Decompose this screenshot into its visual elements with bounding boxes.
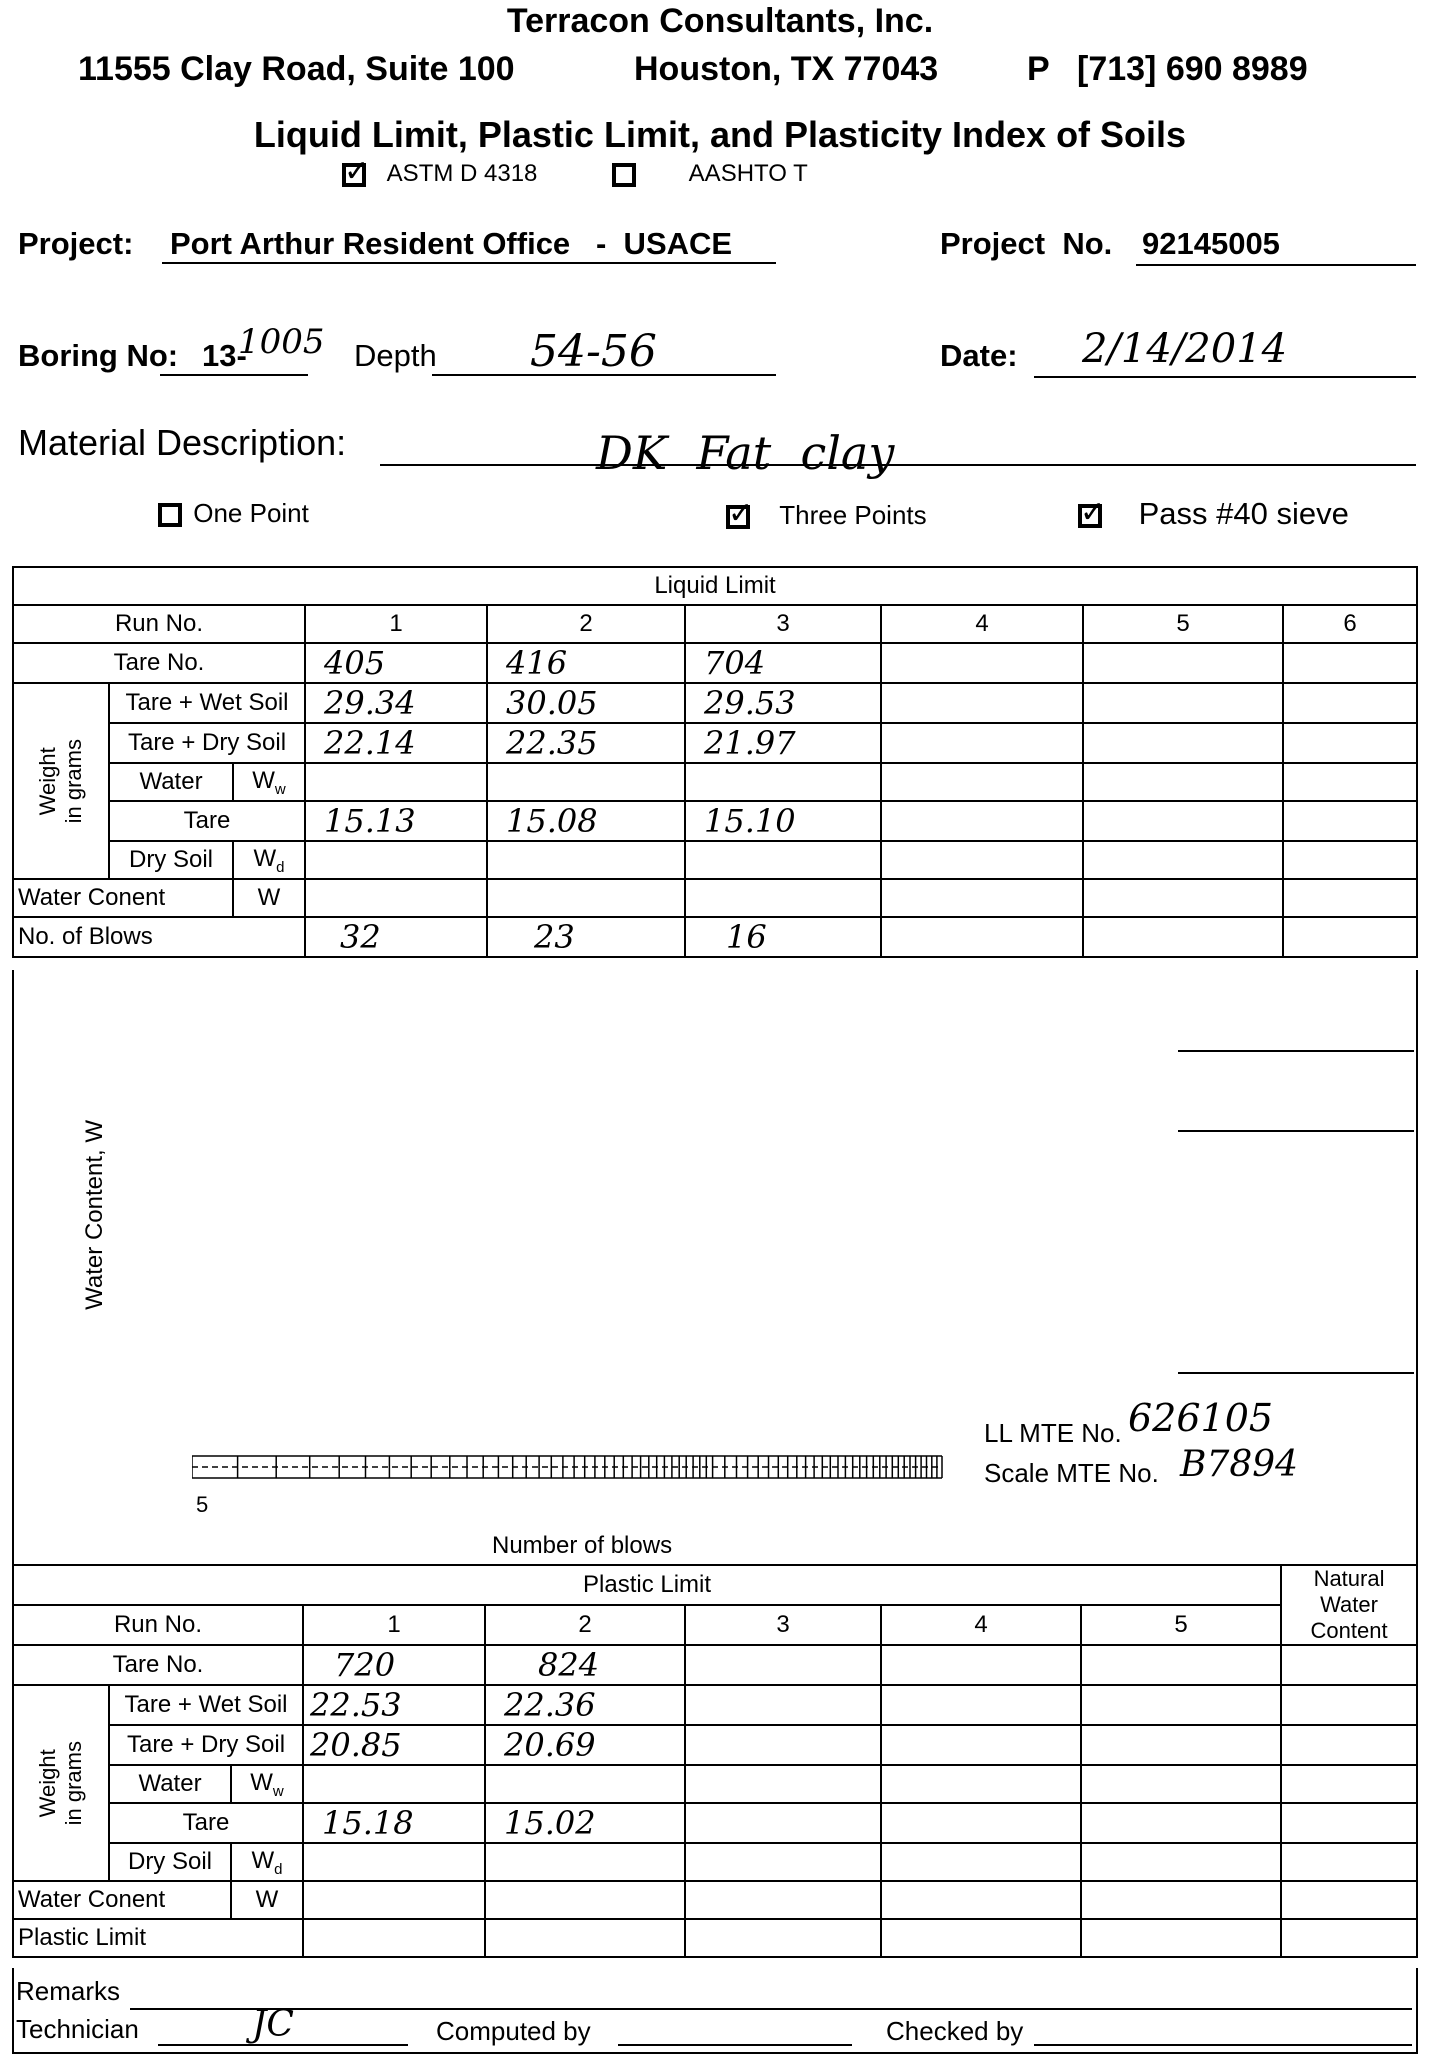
run-no-cell: 3	[685, 605, 881, 643]
value-cell[interactable]	[1081, 1685, 1281, 1725]
value-cell[interactable]	[1081, 1843, 1281, 1881]
table-row	[13, 643, 1417, 683]
natural-cell[interactable]	[1281, 1803, 1417, 1843]
company-phone: [713] 690 8989	[1077, 50, 1308, 88]
tare-no-cell[interactable]: 824	[485, 1645, 685, 1685]
one-point-label: One Point	[193, 498, 309, 528]
blows-cell[interactable]	[1283, 917, 1417, 957]
check-mark-icon: ✓	[728, 497, 754, 531]
axis-start-label: 5	[196, 1492, 209, 1517]
value-cell[interactable]	[1081, 1725, 1281, 1765]
value-cell[interactable]	[1083, 841, 1283, 879]
tare-no-cell[interactable]	[1081, 1645, 1281, 1685]
row-label: Tare + Dry Soil	[109, 1725, 303, 1765]
run-no-cell: 3	[685, 1605, 881, 1645]
table-row	[13, 1685, 1417, 1725]
one-point-checkbox[interactable]	[158, 503, 182, 527]
value-cell[interactable]	[1081, 1765, 1281, 1803]
project-no-label: Project No.	[940, 226, 1113, 261]
value-cell[interactable]	[485, 1919, 685, 1957]
row-symbol: $W_d$	[231, 1843, 303, 1881]
value-cell[interactable]	[881, 763, 1083, 801]
depth-value: 54-56	[530, 326, 657, 377]
natural-cell[interactable]	[1281, 1765, 1417, 1803]
tare-no-cell[interactable]: 720	[303, 1645, 485, 1685]
tare-no-cell[interactable]	[881, 1645, 1081, 1685]
run-no-label: Run No.	[13, 1605, 303, 1645]
blows-label: No. of Blows	[13, 917, 305, 957]
tare-no-cell[interactable]	[881, 643, 1083, 683]
value-cell[interactable]	[485, 1765, 685, 1803]
water-content-symbol: W	[233, 879, 305, 917]
boring-handwritten: 1005	[238, 322, 325, 362]
value-cell[interactable]	[305, 879, 487, 917]
run-no-cell: 5	[1083, 605, 1283, 643]
run-no-cell: 1	[303, 1605, 485, 1645]
company-address: 11555 Clay Road, Suite 100	[78, 50, 515, 88]
row-label: Tare + Wet Soil	[109, 683, 305, 723]
value-cell[interactable]	[1283, 879, 1417, 917]
value-cell[interactable]	[305, 763, 487, 801]
value-cell[interactable]	[685, 841, 881, 879]
value-cell[interactable]	[881, 879, 1083, 917]
footer-frame	[12, 1968, 1418, 2054]
tare-no-cell[interactable]: 405	[305, 643, 487, 683]
value-cell[interactable]: 20.85	[303, 1725, 485, 1765]
plastic-limit-table	[12, 1564, 1418, 1958]
value-cell[interactable]: 22.35	[487, 723, 685, 763]
project-no-value: 92145005	[1142, 226, 1280, 261]
pass-40-label: Pass #40 sieve	[1138, 496, 1349, 531]
table-row	[13, 605, 1417, 643]
value-cell[interactable]	[303, 1843, 485, 1881]
table-row	[13, 1843, 1417, 1881]
value-cell[interactable]: 15.08	[487, 801, 685, 841]
blows-cell[interactable]	[881, 917, 1083, 957]
natural-cell[interactable]	[1281, 1645, 1417, 1685]
value-cell[interactable]: 22.14	[305, 723, 487, 763]
date-label: Date:	[940, 338, 1018, 373]
option-one-point[interactable]	[158, 498, 309, 529]
water-content-label: Water Conent	[13, 879, 233, 917]
plastic-limit-label: Plastic Limit	[13, 1919, 303, 1957]
blows-cell[interactable]: 32	[305, 917, 487, 957]
value-cell[interactable]	[881, 1685, 1081, 1725]
value-cell[interactable]	[881, 1803, 1081, 1843]
chart-xlabel: Number of blows	[492, 1532, 673, 1559]
value-cell[interactable]	[685, 1881, 881, 1919]
value-cell[interactable]: 30.05	[487, 683, 685, 723]
run-no-cell: 5	[1081, 1605, 1281, 1645]
value-cell[interactable]: 21.97	[685, 723, 881, 763]
table-row	[13, 1725, 1417, 1765]
check-mark-icon: ✓	[344, 154, 370, 188]
value-cell[interactable]	[881, 801, 1083, 841]
row-symbol: $W_w$	[231, 1765, 303, 1803]
run-no-cell: 2	[487, 605, 685, 643]
water-content-symbol: W	[231, 1881, 303, 1919]
option-three-points[interactable]	[726, 497, 927, 531]
aashto-checkbox[interactable]	[612, 163, 636, 187]
value-cell[interactable]	[485, 1843, 685, 1881]
tare-no-cell[interactable]	[1283, 643, 1417, 683]
blows-axis	[192, 1450, 952, 1490]
value-cell[interactable]	[685, 1843, 881, 1881]
table-row	[13, 879, 1417, 917]
value-cell[interactable]	[685, 1919, 881, 1957]
value-cell[interactable]	[1283, 723, 1417, 763]
value-cell[interactable]	[1283, 763, 1417, 801]
tare-no-cell[interactable]: 416	[487, 643, 685, 683]
liquid-limit-table	[12, 566, 1418, 958]
value-cell[interactable]: 15.13	[305, 801, 487, 841]
value-cell[interactable]	[1081, 1803, 1281, 1843]
value-cell[interactable]: 15.10	[685, 801, 881, 841]
value-cell[interactable]	[303, 1881, 485, 1919]
company-name: Terracon Consultants, Inc.	[506, 2, 934, 40]
tare-no-label: Tare No.	[13, 643, 305, 683]
company-city: Houston, TX 77043	[634, 50, 939, 88]
blows-cell[interactable]: 23	[487, 917, 685, 957]
check-mark-icon: ✓	[1080, 495, 1106, 529]
table-row	[13, 801, 1417, 841]
value-cell[interactable]	[485, 1881, 685, 1919]
ll-mte-label: LL MTE No.	[984, 1418, 1122, 1448]
natural-cell[interactable]	[1281, 1843, 1417, 1881]
value-cell[interactable]	[881, 1725, 1081, 1765]
tare-no-cell[interactable]	[685, 1645, 881, 1685]
standard-aashto[interactable]	[612, 160, 808, 188]
material-label: Material Description:	[18, 422, 347, 463]
form-title: Liquid Limit, Plastic Limit, and Plasticity Index of Soils	[253, 114, 1187, 155]
value-cell[interactable]	[487, 763, 685, 801]
row-symbol: $W_w$	[233, 763, 305, 801]
table-row	[13, 763, 1417, 801]
value-cell[interactable]	[685, 1765, 881, 1803]
value-cell[interactable]: 20.69	[485, 1725, 685, 1765]
table-row	[13, 1605, 1417, 1645]
value-cell[interactable]	[881, 683, 1083, 723]
material-value: DK Fat clay	[596, 426, 895, 480]
depth-label: Depth	[354, 338, 437, 373]
row-symbol: $W_d$	[233, 841, 305, 879]
natural-water-content-header: Natural Water Content	[1281, 1565, 1417, 1645]
run-no-label: Run No.	[13, 605, 305, 643]
value-cell[interactable]	[1083, 763, 1283, 801]
technician-label: Technician	[16, 2014, 139, 2044]
value-cell[interactable]: 29.34	[305, 683, 487, 723]
run-no-cell: 1	[305, 605, 487, 643]
row-label: Dry Soil	[109, 841, 233, 879]
table-row	[13, 723, 1417, 763]
value-cell[interactable]	[1283, 683, 1417, 723]
value-cell[interactable]	[1283, 841, 1417, 879]
three-points-checkbox[interactable]	[726, 497, 754, 531]
pass-40-checkbox[interactable]	[1078, 495, 1106, 529]
value-cell[interactable]	[487, 841, 685, 879]
tare-no-cell[interactable]	[1083, 643, 1283, 683]
scale-mte-label: Scale MTE No.	[984, 1458, 1159, 1488]
row-label: Tare + Wet Soil	[109, 1685, 303, 1725]
value-cell[interactable]	[685, 1803, 881, 1843]
run-no-cell: 4	[881, 1605, 1081, 1645]
project-label: Project:	[18, 226, 134, 261]
table-row	[13, 1919, 1417, 1957]
value-cell[interactable]	[881, 1881, 1081, 1919]
liquid-limit-title: Liquid Limit	[13, 567, 1417, 605]
table-row	[13, 683, 1417, 723]
plastic-limit-title: Plastic Limit	[13, 1565, 1281, 1605]
row-label: Water	[109, 763, 233, 801]
company-phone-label: P	[1027, 50, 1050, 88]
row-label: Tare + Dry Soil	[109, 723, 305, 763]
natural-cell[interactable]	[1281, 1919, 1417, 1957]
value-cell[interactable]: 22.36	[485, 1685, 685, 1725]
checked-by-label: Checked by	[886, 2016, 1024, 2046]
row-label: Tare	[109, 1803, 303, 1843]
run-no-cell: 2	[485, 1605, 685, 1645]
boring-printed: 13-	[202, 338, 247, 373]
blows-cell[interactable]: 16	[685, 917, 881, 957]
value-cell[interactable]	[881, 841, 1083, 879]
table-row	[13, 1881, 1417, 1919]
table-row	[13, 917, 1417, 957]
value-cell[interactable]: 29.53	[685, 683, 881, 723]
natural-cell[interactable]	[1281, 1881, 1417, 1919]
table-row	[13, 1765, 1417, 1803]
value-cell[interactable]	[881, 1843, 1081, 1881]
astm-checkbox[interactable]	[342, 154, 370, 188]
boring-label: Boring No:	[18, 338, 179, 373]
run-no-cell: 4	[881, 605, 1083, 643]
value-cell[interactable]: 15.18	[303, 1803, 485, 1843]
value-cell[interactable]	[881, 1765, 1081, 1803]
value-cell[interactable]	[1081, 1919, 1281, 1957]
run-no-cell: 6	[1283, 605, 1417, 643]
water-content-label: Water Conent	[13, 1881, 231, 1919]
scale-mte-value: B7894	[1180, 1444, 1299, 1485]
row-label: Tare	[109, 801, 305, 841]
row-label: Water	[109, 1765, 231, 1803]
value-cell[interactable]	[685, 1685, 881, 1725]
tare-no-label: Tare No.	[13, 1645, 303, 1685]
remarks-label: Remarks	[16, 1976, 121, 2006]
value-cell[interactable]	[685, 879, 881, 917]
aashto-label: AASHTO T	[688, 160, 808, 187]
value-cell[interactable]	[1083, 723, 1283, 763]
value-cell[interactable]	[1083, 879, 1283, 917]
computed-by-label: Computed by	[436, 2016, 591, 2046]
value-cell[interactable]	[685, 1725, 881, 1765]
value-cell[interactable]	[303, 1919, 485, 1957]
value-cell[interactable]	[305, 841, 487, 879]
weight-in-grams-label: Weight in grams	[13, 1685, 109, 1881]
value-cell[interactable]	[1081, 1881, 1281, 1919]
option-pass-40[interactable]	[1078, 496, 1349, 532]
value-cell[interactable]	[881, 1919, 1081, 1957]
value-cell[interactable]	[1283, 801, 1417, 841]
date-value: 2/14/2014	[1082, 326, 1288, 372]
value-cell[interactable]	[685, 763, 881, 801]
tare-no-cell[interactable]: 704	[685, 643, 881, 683]
value-cell[interactable]	[487, 879, 685, 917]
weight-in-grams-label: Weight in grams	[13, 683, 109, 879]
chart-ylabel: Water Content, W	[81, 1120, 108, 1310]
table-row	[13, 841, 1417, 879]
value-cell[interactable]	[881, 723, 1083, 763]
astm-label: ASTM D 4318	[386, 160, 538, 187]
value-cell[interactable]: 15.02	[485, 1803, 685, 1843]
technician-value: JC	[252, 2004, 294, 2045]
value-cell[interactable]	[1083, 801, 1283, 841]
value-cell[interactable]	[303, 1765, 485, 1803]
natural-cell[interactable]	[1281, 1685, 1417, 1725]
ll-mte-value: 626105	[1128, 1396, 1274, 1440]
standard-astm[interactable]	[342, 154, 538, 188]
blows-cell[interactable]	[1083, 917, 1283, 957]
table-row	[13, 1645, 1417, 1685]
natural-cell[interactable]	[1281, 1725, 1417, 1765]
project-value: Port Arthur Resident Office - USACE	[170, 226, 733, 261]
three-points-label: Three Points	[779, 500, 927, 530]
value-cell[interactable]: 22.53	[303, 1685, 485, 1725]
table-row	[13, 1803, 1417, 1843]
value-cell[interactable]	[1083, 683, 1283, 723]
row-label: Dry Soil	[109, 1843, 231, 1881]
